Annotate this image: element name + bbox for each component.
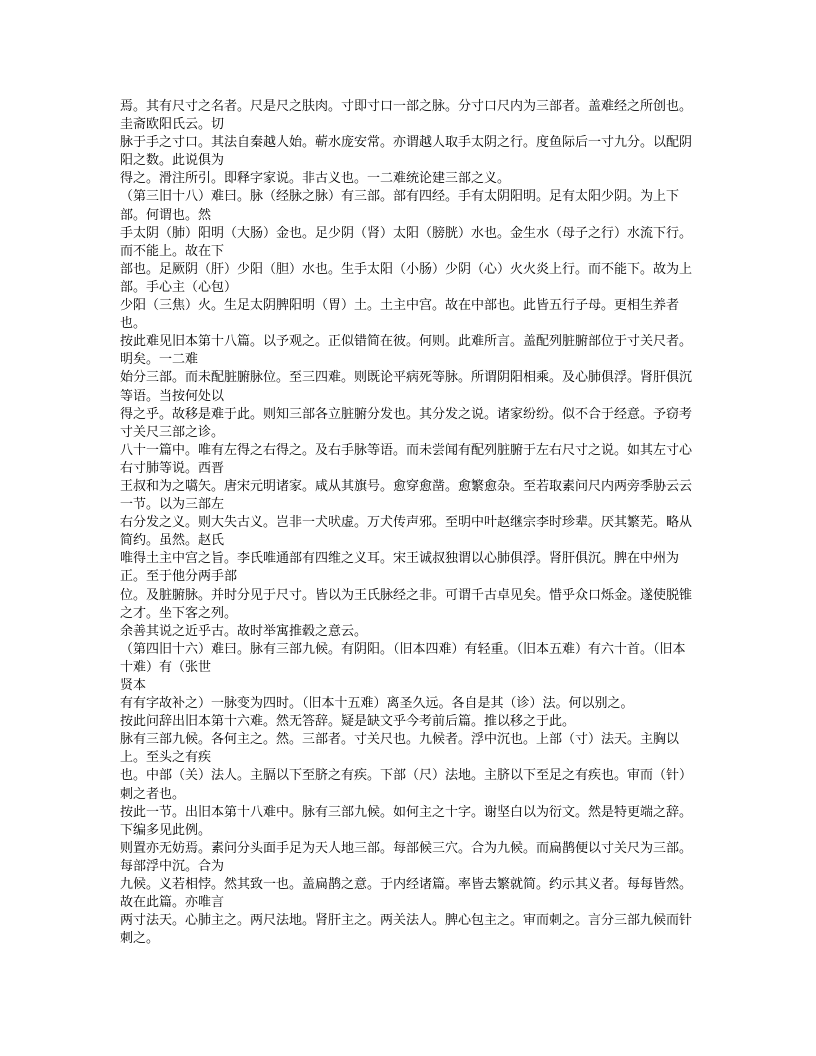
text-line: 贤本 <box>120 678 147 693</box>
text-line: 脉于手之寸口。其法自秦越人始。蕲水庞安常。亦谓越人取手太阴之行。度鱼际后一寸九分。以配阴阳之数。此说俱为 <box>120 135 693 169</box>
text-line: 得之。滑注所引。即释字家说。非古义也。一二难统论建三部之义。 <box>120 171 511 187</box>
text-line: 焉。其有尺寸之名者。尺是尺之肤肉。寸即寸口一部之脉。分寸口尺内为三部者。盖难经之所创也。圭斋欧阳氏云。切 <box>120 99 693 133</box>
text-line: 余善其说之近乎古。故时举寓推毂之意云。 <box>120 623 368 639</box>
text-line: 手太阴（肺）阳明（大肠）金也。足少阴（肾）太阳（膀胱）水也。金生水（母子之行）水流下行。而不能上。故在下 <box>120 225 693 259</box>
text-line: 位。及脏腑脉。并时分见于尺寸。皆以为王氏脉经之非。可谓千古卓见矣。惜乎众口烁金。遂使脱锥之才。坐下客之列。 <box>120 587 693 621</box>
text-line: 按此问辞出旧本第十六难。然无答辞。疑是缺文乎今考前后篇。推以移之于此。 <box>120 714 576 730</box>
text-line: 也。中部（关）法人。主膈以下至脐之有疾。下部（尺）法地。主脐以下至足之有疾也。审而（针）刺之者也。 <box>120 768 693 802</box>
text-line: 唯得土主中宫之旨。李氏唯通部有四维之义耳。宋王诚叔独谓以心肺俱浮。肾肝俱沉。脾在中州为正。至于他分两手部 <box>120 551 680 585</box>
document-page <box>120 98 696 948</box>
text-line: 九候。义若相悖。然其致一也。盖扁鹊之意。于内经诸篇。率皆去繁就简。约示其义者。每每皆然。故在此篇。亦唯言 <box>120 877 693 911</box>
text-line: （第三旧十八）难曰。脉（经脉之脉）有三部。部有四经。手有太阴阳明。足有太阳少阴。为上下部。何谓也。然 <box>120 189 680 223</box>
text-line: 则置亦无妨焉。素问分头面手足为天人地三部。每部候三穴。合为九候。而扁鹊便以寸关尺为三部。每部浮中沉。合为 <box>120 840 693 874</box>
text-line: 两寸法天。心肺主之。两尺法地。肾肝主之。两关法人。脾心包主之。审而刺之。言分三部九候而针刺之。 <box>120 913 693 947</box>
text-line: 八十一篇中。唯有左得之右得之。及右手脉等语。而未尝闻有配列脏腑于左右尺寸之说。如其左寸心右寸肺等说。西晋 <box>120 442 693 476</box>
text-line: 得之乎。故移是难于此。则知三部各立脏腑分发也。其分发之说。诸家纷纷。似不合于经意。予窃考寸关尺三部之诊。 <box>120 406 693 440</box>
text-line: 王叔和为之嚆矢。唐宋元明诸家。咸从其旗号。愈穿愈凿。愈繁愈杂。至若取素问尺内两旁季胁云云一节。以为三部左 <box>120 478 693 513</box>
text-line: 按此难见旧本第十八篇。以予观之。正似错简在彼。何则。此难所言。盖配列脏腑部位于寸关尺者。明矣。一二难 <box>120 334 693 368</box>
text-line: （第四旧十六）难曰。脉有三部九候。有阴阳。（旧本四难）有轻重。（旧本五难）有六十首。（旧本十难）有（张世 <box>120 641 686 675</box>
text-line: 有有字故补之）一脉变为四时。（旧本十五难）离圣久远。各自是其（诊）法。何以别之。 <box>120 696 634 712</box>
text-line: 按此一节。出旧本第十八难中。脉有三部九候。如何主之十字。谢坚白以为衍文。然是特更端之辞。下编多见此例。 <box>120 804 693 838</box>
text-line: 始分三部。而未配脏腑脉位。至三四难。则既论平病死等脉。所谓阴阳相乘。及心肺俱浮。肾肝俱沉等语。当按何处以 <box>120 370 693 404</box>
text-line: 少阳（三焦）火。生足太阴脾阳明（胃）土。土主中宫。故在中部也。此皆五行子母。更相生养者也。 <box>120 298 680 332</box>
text-line: 部也。足厥阴（肝）少阳（胆）水也。生手太阳（小肠）少阴（心）火火炎上行。而不能下。故为上部。手心主（心包） <box>120 261 693 295</box>
text-line: 脉有三部九候。各何主之。然。三部者。寸关尺也。九候者。浮中沉也。上部（寸）法天。主胸以上。至头之有疾 <box>120 732 680 766</box>
text-line: 右分发之义。则大失古义。岂非一犬吠虚。万犬传声邪。至明中叶赵继宗李时珍辈。厌其繁芜。略从简约。虽然。赵氏 <box>120 515 693 549</box>
